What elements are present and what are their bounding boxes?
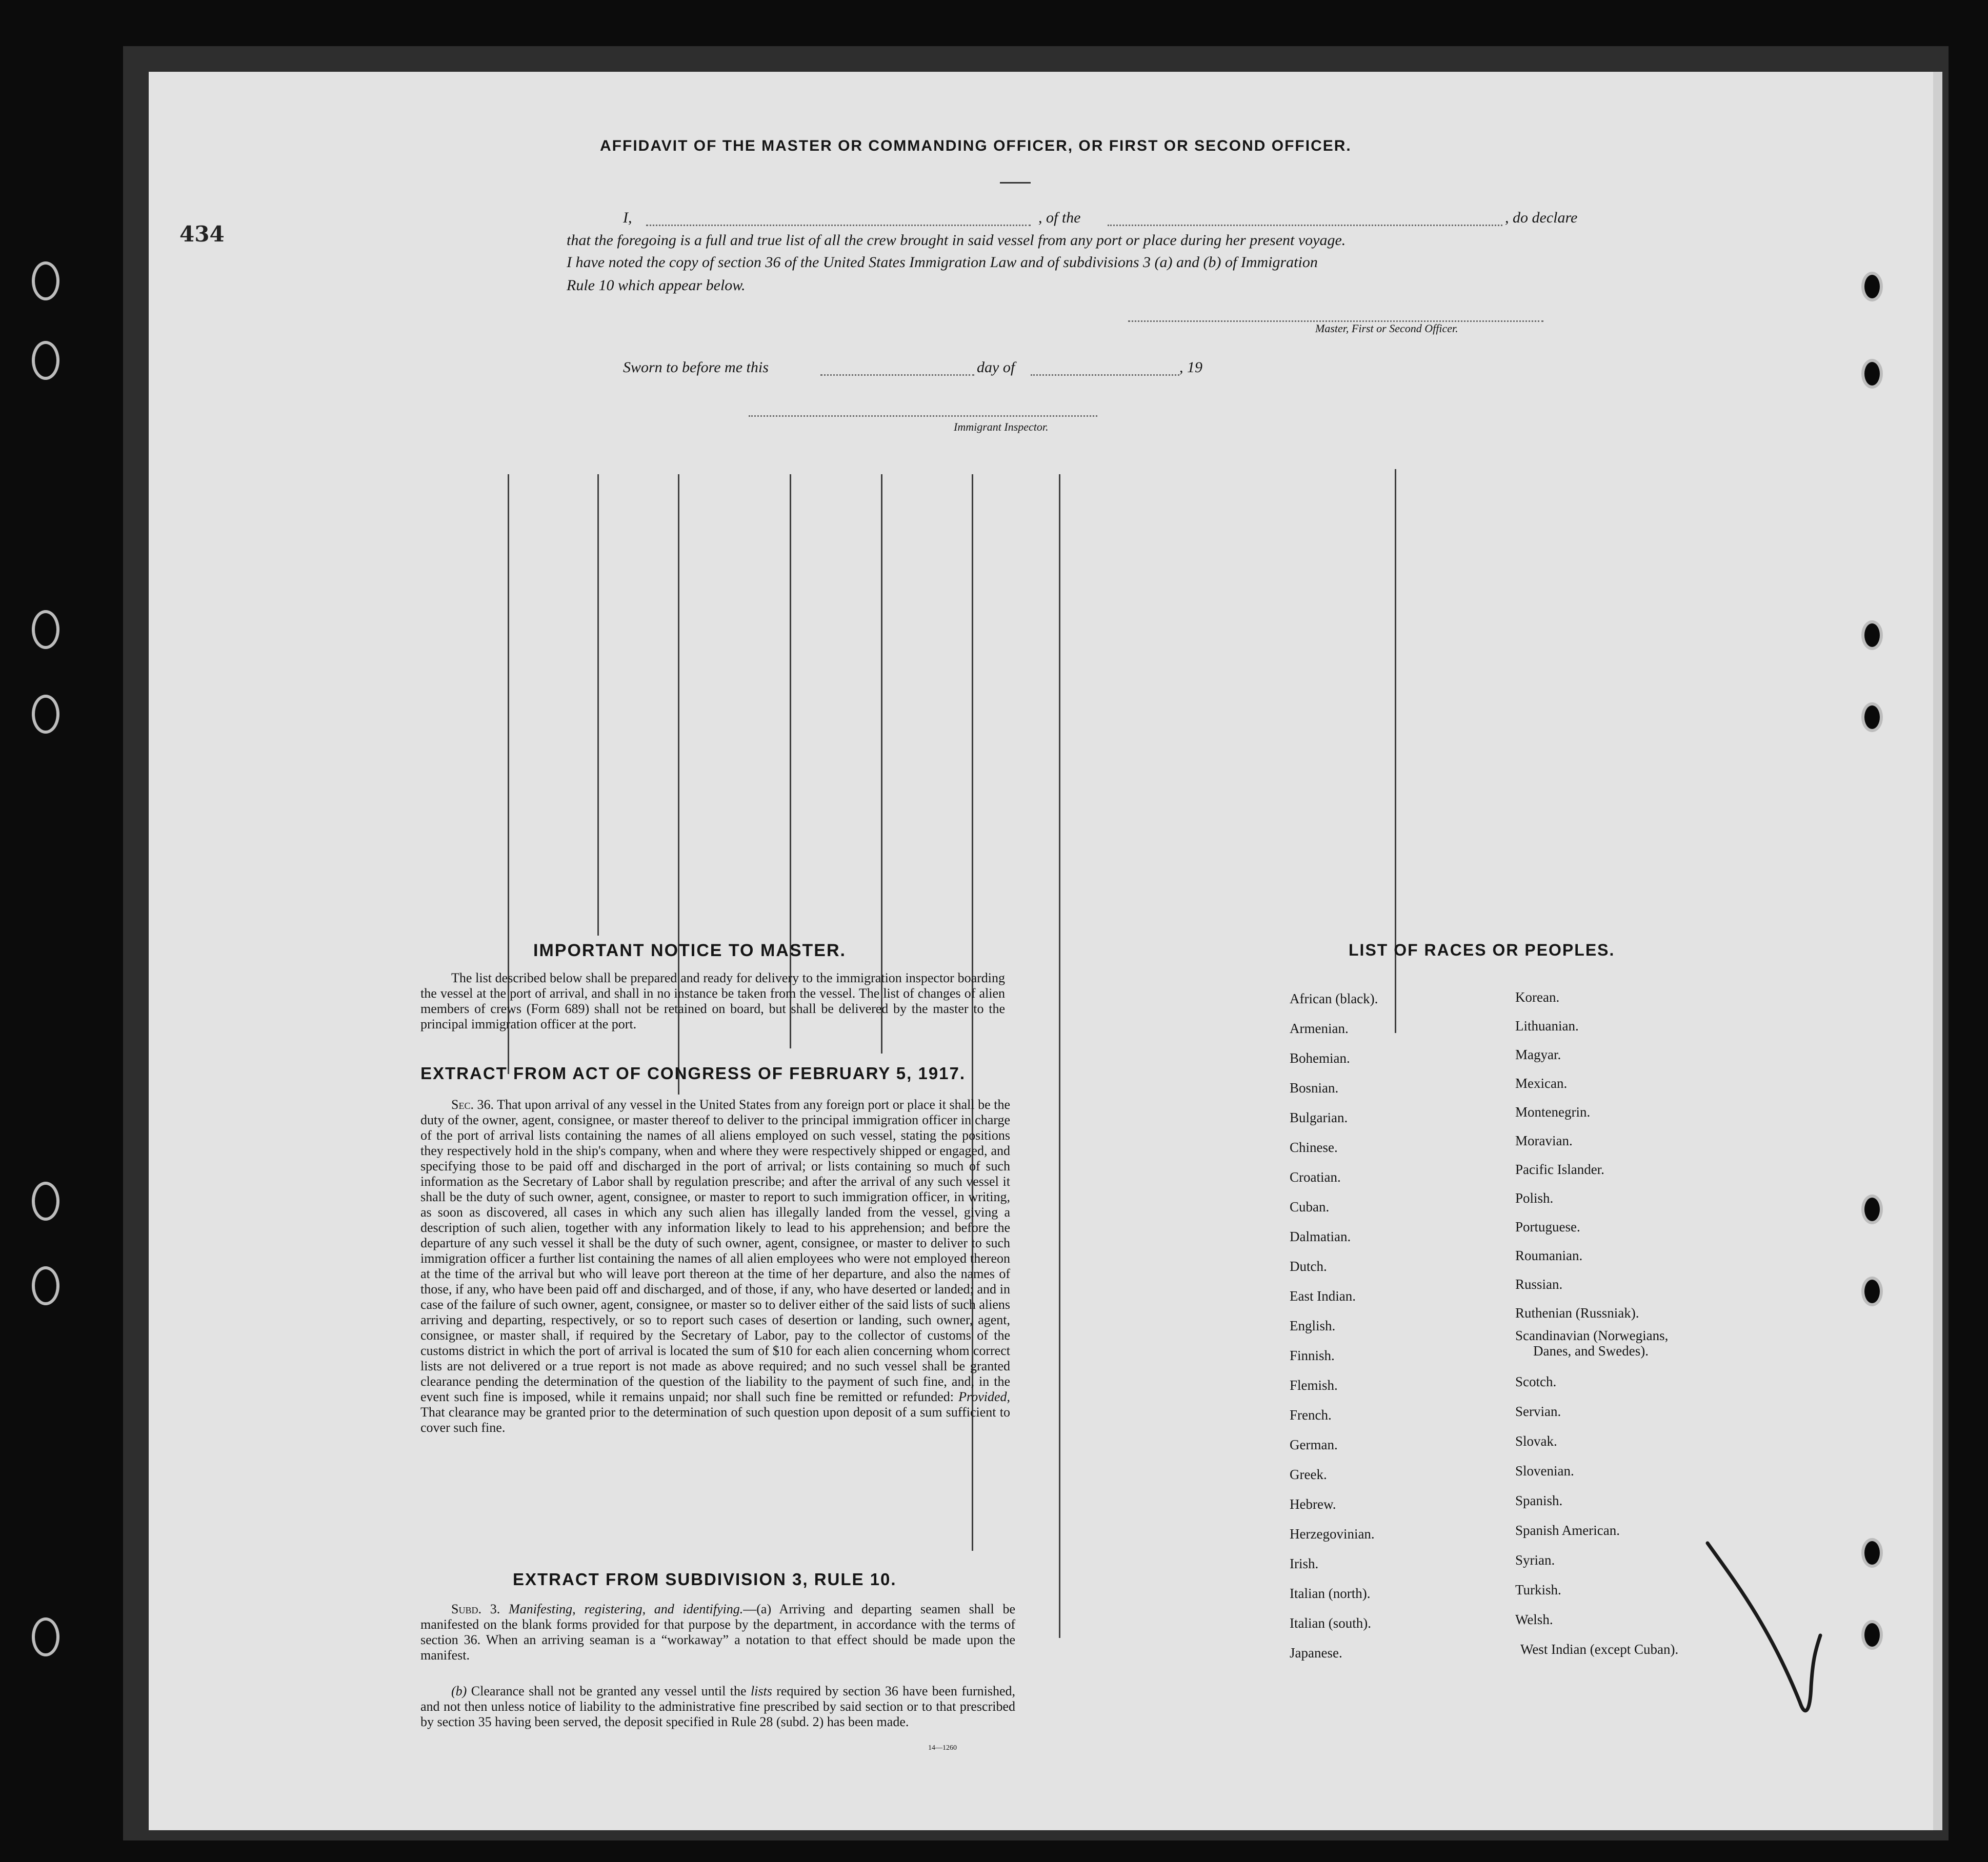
punch-hole bbox=[1861, 1620, 1883, 1650]
punch-hole bbox=[1861, 620, 1883, 650]
lists-word: lists bbox=[750, 1684, 772, 1698]
subdivision-heading: Manifesting, registering, and identifying. bbox=[508, 1602, 744, 1616]
sworn-label: Sworn to before me this bbox=[623, 359, 769, 376]
margin-note: 434 bbox=[179, 221, 225, 247]
extract-act-text bbox=[420, 1097, 1010, 1435]
race-item: Irish. bbox=[1290, 1556, 1319, 1571]
punch-hole bbox=[32, 1617, 59, 1656]
inspector-signature-line bbox=[749, 415, 1097, 417]
section-label: Sec. 36. bbox=[451, 1097, 494, 1112]
year-label: , 19 bbox=[1179, 359, 1202, 376]
punch-hole bbox=[32, 341, 59, 380]
affidavit-title: AFFIDAVIT OF THE MASTER OR COMMANDING OFFICER, OR FIRST OR SECOND OFFICER. bbox=[600, 137, 1352, 154]
race-item: Finnish. bbox=[1290, 1348, 1335, 1363]
punch-hole bbox=[32, 261, 59, 300]
extract-rule-text-b bbox=[420, 1684, 1015, 1730]
race-item: West Indian (except Cuban). bbox=[1520, 1642, 1679, 1657]
race-item: Dalmatian. bbox=[1290, 1229, 1351, 1244]
race-item: Portuguese. bbox=[1515, 1219, 1580, 1234]
punch-hole bbox=[1861, 359, 1883, 389]
race-item: Syrian. bbox=[1515, 1552, 1555, 1568]
race-item: Armenian. bbox=[1290, 1021, 1349, 1036]
punch-hole bbox=[32, 695, 59, 734]
race-item: Bosnian. bbox=[1290, 1080, 1339, 1096]
race-item: Roumanian. bbox=[1515, 1248, 1583, 1263]
race-item: German. bbox=[1290, 1437, 1338, 1452]
races-title: LIST OF RACES OR PEOPLES. bbox=[1349, 941, 1615, 959]
subdivision-label: Subd. 3. bbox=[451, 1602, 500, 1616]
punch-hole bbox=[1861, 1277, 1883, 1306]
punch-hole bbox=[1861, 1195, 1883, 1224]
race-item: Hebrew. bbox=[1290, 1496, 1336, 1512]
race-item: Japanese. bbox=[1290, 1645, 1342, 1661]
provided-label: Provided, bbox=[958, 1389, 1010, 1404]
affidavit-declare-label: , do declare bbox=[1505, 209, 1578, 226]
race-item: Spanish American. bbox=[1515, 1523, 1620, 1538]
race-item: Scandinavian (Norwegians, bbox=[1515, 1328, 1669, 1343]
form-number: 14—1260 bbox=[928, 1744, 957, 1752]
race-item: Herzegovinian. bbox=[1290, 1526, 1375, 1542]
subdivision-text-b2: required by section 36 have been furnished, and not then unless notice of liability to the administrative fine prescribed by said section or to that prescribed by section 35 having been served, the deposit specified in Rule 28 (subd. 2) has been made. bbox=[420, 1684, 1016, 1729]
column-rule bbox=[597, 474, 599, 936]
race-item: Chinese. bbox=[1290, 1140, 1338, 1155]
race-item: Croatian. bbox=[1290, 1169, 1341, 1185]
notice-text: The list described below shall be prepared and ready for delivery to the immigration inspector boarding the vessel at the port of arrival, and shall in no instance be taken from the vessel. The list of changes of alien members of crews (Form 689) shall not be retained on board, but shall be delivered by the master to the principal immigration officer at the port. bbox=[420, 970, 1005, 1031]
section-36-text-end: That clearance may be granted prior to the determination of such question upon deposit of a sum sufficient to cover such fine. bbox=[420, 1405, 1010, 1435]
affidavit-line-4: Rule 10 which appear below. bbox=[567, 277, 746, 294]
race-item: Welsh. bbox=[1515, 1612, 1553, 1627]
punch-hole bbox=[1861, 702, 1883, 732]
day-of-label: day of bbox=[977, 359, 1015, 376]
month-blank bbox=[1031, 374, 1179, 376]
race-item: Turkish. bbox=[1515, 1582, 1561, 1597]
race-item: Slovak. bbox=[1515, 1433, 1557, 1449]
inspector-label: Immigrant Inspector. bbox=[954, 420, 1049, 433]
race-item-continued: Danes, and Swedes). bbox=[1533, 1343, 1649, 1359]
race-item: Greek. bbox=[1290, 1467, 1327, 1482]
master-signature-label: Master, First or Second Officer. bbox=[1315, 322, 1458, 335]
column-rule bbox=[1059, 474, 1060, 1638]
race-item: Bulgarian. bbox=[1290, 1110, 1348, 1125]
extract-act-title: EXTRACT FROM ACT OF CONGRESS OF FEBRUARY 5, 1917. bbox=[420, 1064, 966, 1083]
affidavit-of-the-label: , of the bbox=[1038, 209, 1081, 226]
column-rule bbox=[790, 474, 791, 1048]
race-item: Montenegrin. bbox=[1515, 1104, 1591, 1120]
title-rule bbox=[1000, 182, 1031, 184]
subdivision-text-b1: Clearance shall not be granted any vessel until the bbox=[471, 1684, 747, 1698]
race-item: Italian (north). bbox=[1290, 1586, 1371, 1601]
race-item: Polish. bbox=[1515, 1190, 1554, 1206]
vessel-blank bbox=[1108, 225, 1502, 226]
race-item: Cuban. bbox=[1290, 1199, 1330, 1215]
punch-hole bbox=[32, 1266, 59, 1305]
punch-hole bbox=[1861, 1538, 1883, 1568]
document-page bbox=[149, 72, 1942, 1830]
race-item: Dutch. bbox=[1290, 1259, 1327, 1274]
notice-title: IMPORTANT NOTICE TO MASTER. bbox=[533, 941, 846, 960]
race-item: Bohemian. bbox=[1290, 1050, 1350, 1066]
race-item: Pacific Islander. bbox=[1515, 1162, 1604, 1177]
punch-hole bbox=[32, 1182, 59, 1221]
race-item: Lithuanian. bbox=[1515, 1018, 1579, 1034]
sworn-day-blank bbox=[820, 374, 974, 376]
extract-rule-text-a bbox=[420, 1602, 1015, 1663]
race-item: Magyar. bbox=[1515, 1047, 1561, 1062]
affidavit-line-2: that the foregoing is a full and true list of all the crew brought in said vessel from any port or place during her present voyage. bbox=[567, 232, 1346, 249]
section-36-text: That upon arrival of any vessel in the United States from any foreign port or place it shall be the duty of the owner, agent, consignee, or master thereof to deliver to the principal immigration officer in charge of the port of arrival lists containing the names of all aliens employed on such vessel, stating the positions they respectively hold in the ship's company, when and where they were respectively shipped or engaged, and specifying those to be paid off and discharged in the port of arrival; or lists containing so much of such information as the Secretary of Labor shall by regulation prescribe; and after the arrival of any such vessel it shall be the duty of such owner, agent, consignee, or master to report to such immigration officer, in writing, as soon as discovered, all cases in which any such alien has illegally landed from the vessel, giving a description of such alien, together with any information likely to lead to his apprehension; and before the departure of any such vessel it shall be the duty of such owner, agent, consignee, or master to deliver to such immigration officer a further list containing the names of all alien employees who were not employed thereon at the time of the arrival but who will leave port thereon at the time of her departure, and also the names of those, if any, who have been paid off and discharged, and of those, if any, who have deserted or landed; and in case of the failure of such owner, agent, consignee, or master so to deliver either of the said lists of such aliens arriving and departing, respectively, or so to report such cases of desertion or landing, such owner, agent, consignee, or master shall, if required by the Secretary of Labor, pay to the collector of customs of the customs district in which the port of arrival is located the sum of $10 for each alien concerning whom correct lists are not delivered or a true report is not made as above required; and no such vessel shall be granted clearance pending the determination of the question of the liability to the payment of such fine, and, in the event such fine is imposed, while it remains unpaid; nor shall such fine be remitted or refunded: bbox=[420, 1097, 1011, 1404]
extract-rule-title: EXTRACT FROM SUBDIVISION 3, RULE 10. bbox=[513, 1570, 897, 1589]
race-item: Slovenian. bbox=[1515, 1463, 1574, 1479]
race-item: Flemish. bbox=[1290, 1378, 1338, 1393]
race-item: Russian. bbox=[1515, 1277, 1563, 1292]
b-label: (b) bbox=[451, 1684, 467, 1698]
affidavit-i-label: I, bbox=[623, 209, 632, 226]
race-item: French. bbox=[1290, 1407, 1332, 1423]
name-blank bbox=[646, 225, 1031, 226]
race-item: Servian. bbox=[1515, 1404, 1561, 1419]
race-item: Moravian. bbox=[1515, 1133, 1573, 1148]
race-item: Italian (south). bbox=[1290, 1615, 1371, 1631]
handwritten-check-mark bbox=[1692, 1533, 1846, 1728]
race-item: Korean. bbox=[1515, 989, 1560, 1005]
column-rule bbox=[881, 474, 882, 1054]
punch-hole bbox=[1861, 272, 1883, 301]
race-item: Mexican. bbox=[1515, 1076, 1568, 1091]
race-item: African (black). bbox=[1290, 991, 1378, 1006]
race-item: Ruthenian (Russniak). bbox=[1515, 1305, 1639, 1321]
subdivision-text-a: —(a) Arriving and departing seamen shall be manifested on the blank forms provided for that purpose by the department, in accordance with the terms of section 36. When an arriving seaman is a “workaway” a notation to that effect should be made upon the manifest. bbox=[420, 1602, 1016, 1663]
punch-hole bbox=[32, 610, 59, 649]
race-item: Scotch. bbox=[1515, 1374, 1557, 1389]
affidavit-line-3: I have noted the copy of section 36 of the United States Immigration Law and of subdivisions 3 (a) and (b) of Immigration bbox=[567, 254, 1318, 271]
race-item: English. bbox=[1290, 1318, 1336, 1333]
race-item: Spanish. bbox=[1515, 1493, 1563, 1508]
race-item: East Indian. bbox=[1290, 1288, 1356, 1304]
